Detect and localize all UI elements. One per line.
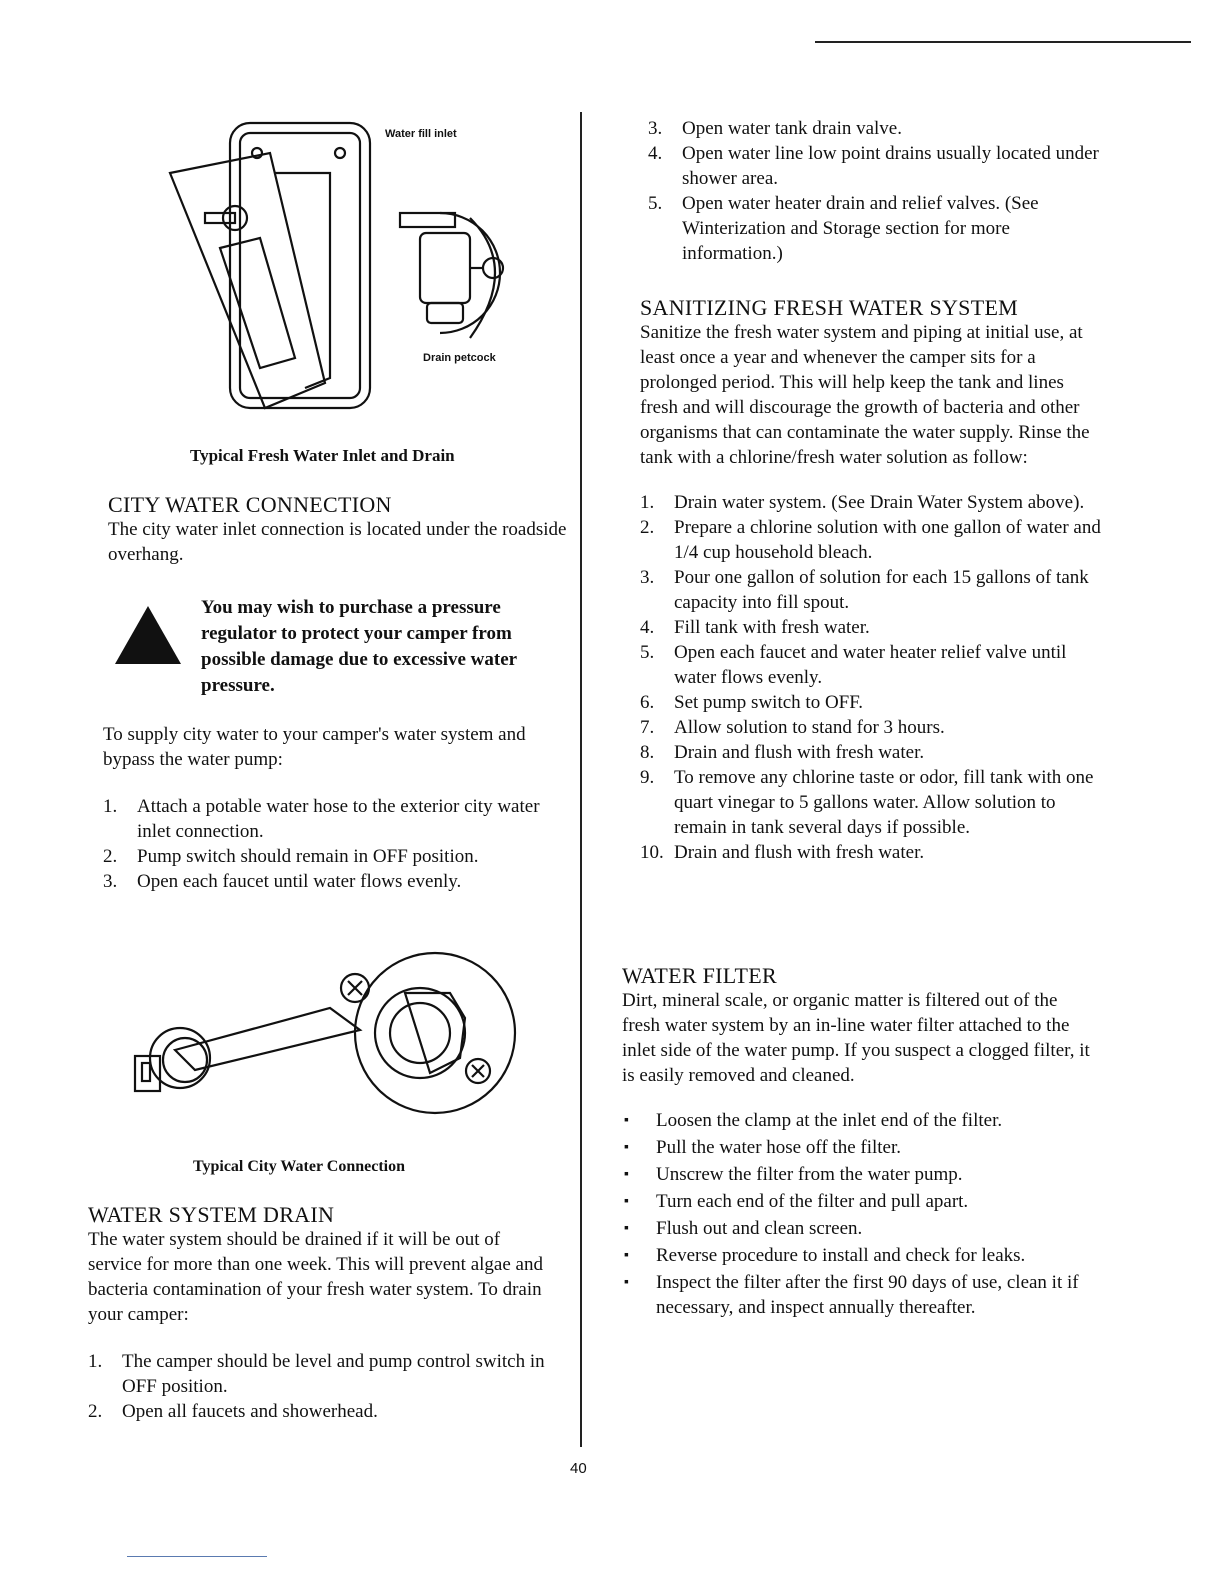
paragraph: The city water inlet connection is located under the roadside overhang. bbox=[108, 519, 567, 565]
bottom-rule bbox=[127, 1556, 267, 1557]
bullet-text: Turn each end of the filter and pull apart. bbox=[656, 1191, 969, 1212]
bullet-text: Reverse procedure to install and check for leaks. bbox=[656, 1245, 1026, 1266]
list-item bbox=[640, 715, 1106, 740]
list-number: 2. bbox=[88, 1401, 103, 1422]
list-item bbox=[640, 490, 1106, 515]
list-item bbox=[640, 615, 1106, 640]
bullet-text: Pull the water hose off the filter. bbox=[656, 1137, 902, 1158]
list-number: 2. bbox=[103, 846, 118, 867]
list-item bbox=[648, 191, 1110, 266]
city-water-steps bbox=[103, 722, 573, 894]
list-number: 3. bbox=[103, 871, 118, 892]
bullet-text: Flush out and clean screen. bbox=[656, 1218, 863, 1239]
bullet-icon: ▪ bbox=[624, 1221, 629, 1236]
list-number: 1. bbox=[103, 796, 118, 817]
list-text: Open water tank drain valve. bbox=[682, 118, 902, 139]
city-steps-list bbox=[103, 794, 573, 894]
section-heading: SANITIZING FRESH WATER SYSTEM bbox=[640, 295, 1019, 320]
list-item bbox=[640, 515, 1106, 565]
list-text: Fill tank with fresh water. bbox=[674, 617, 870, 638]
bullet-icon: ▪ bbox=[624, 1140, 629, 1155]
list-number: 10. bbox=[640, 842, 664, 863]
list-number: 5. bbox=[640, 642, 655, 663]
list-text: Attach a potable water hose to the exterior city water inlet connection. bbox=[137, 796, 540, 842]
paragraph: The water system should be drained if it will be out of service for more than one week. This will prevent algae and bacteria contamination of your fresh water system. To drain your camper: bbox=[88, 1229, 543, 1325]
list-number: 1. bbox=[88, 1351, 103, 1372]
list-number: 2. bbox=[640, 517, 655, 538]
list-number: 4. bbox=[648, 143, 663, 164]
list-number: 6. bbox=[640, 692, 655, 713]
bullet-item bbox=[622, 1216, 1092, 1241]
bullet-text: Loosen the clamp at the inlet end of the filter. bbox=[656, 1110, 1003, 1131]
list-item bbox=[88, 1399, 558, 1424]
list-number: 8. bbox=[640, 742, 655, 763]
bullet-icon: ▪ bbox=[624, 1113, 629, 1128]
bullet-icon: ▪ bbox=[624, 1248, 629, 1263]
filter-bullets-list bbox=[622, 1108, 1092, 1320]
list-text: Drain water system. (See Drain Water System above). bbox=[674, 492, 1085, 513]
list-item bbox=[640, 690, 1106, 715]
drain-steps-list-continued bbox=[648, 116, 1110, 266]
list-item bbox=[648, 116, 1110, 141]
list-text: Pump switch should remain in OFF position. bbox=[137, 846, 479, 867]
list-item bbox=[88, 1349, 558, 1399]
bullet-item bbox=[622, 1270, 1092, 1320]
paragraph: Dirt, mineral scale, or organic matter is filtered out of the fresh water system by an in-line water filter attached to the inlet side of the water pump. If you suspect a clogged filter, it is easily removed and cleaned. bbox=[622, 990, 1090, 1086]
sanitize-section bbox=[640, 295, 1106, 865]
list-number: 3. bbox=[640, 567, 655, 588]
bullet-icon: ▪ bbox=[624, 1194, 629, 1209]
list-item bbox=[640, 740, 1106, 765]
paragraph: To supply city water to your camper's water system and bypass the water pump: bbox=[103, 724, 526, 770]
bullet-item bbox=[622, 1135, 1092, 1160]
drain-section bbox=[88, 1202, 558, 1424]
city-water-connection-illustration bbox=[130, 938, 530, 1118]
bullet-text: Unscrew the filter from the water pump. bbox=[656, 1164, 963, 1185]
drain-section-continued bbox=[648, 116, 1110, 266]
list-item bbox=[103, 794, 573, 844]
drain-petcock-label: Drain petcock bbox=[423, 352, 496, 364]
list-item bbox=[103, 844, 573, 869]
list-text: Open each faucet until water flows evenly. bbox=[137, 871, 462, 892]
list-item bbox=[640, 840, 1106, 865]
list-number: 4. bbox=[640, 617, 655, 638]
list-number: 1. bbox=[640, 492, 655, 513]
list-item bbox=[103, 869, 573, 894]
list-number: 9. bbox=[640, 767, 655, 788]
top-rule bbox=[815, 41, 1191, 43]
bullet-item bbox=[622, 1162, 1092, 1187]
list-number: 7. bbox=[640, 717, 655, 738]
list-text: The camper should be level and pump control switch in OFF position. bbox=[122, 1351, 545, 1397]
paragraph: Sanitize the fresh water system and piping at initial use, at least once a year and whenever the camper sits for a prolonged period. This will help keep the tank and lines fresh and will discourage the growth of bacteria and other organisms that can contaminate the water supply. Rinse the tank with a chlorine/fresh water solution as follow: bbox=[640, 322, 1090, 468]
page-number: 40 bbox=[570, 1460, 587, 1477]
list-text: Pour one gallon of solution for each 15 gallons of tank capacity into fill spout. bbox=[674, 567, 1089, 613]
section-heading: WATER SYSTEM DRAIN bbox=[88, 1202, 335, 1227]
bullet-icon: ▪ bbox=[624, 1275, 629, 1290]
filter-section bbox=[622, 963, 1092, 1322]
fresh-water-inlet-illustration bbox=[165, 118, 535, 418]
warning-text: You may wish to purchase a pressure regulator to protect your camper from possible damage due to excessive water pressure. bbox=[201, 597, 517, 696]
list-text: To remove any chlorine taste or odor, fill tank with one quart vinegar to 5 gallons water. Allow solution to remain in tank several days if possible. bbox=[674, 767, 1094, 838]
list-item bbox=[640, 565, 1106, 615]
list-number: 3. bbox=[648, 118, 663, 139]
water-fill-inlet-label: Water fill inlet bbox=[385, 128, 457, 140]
list-text: Open each faucet and water heater relief valve until water flows evenly. bbox=[674, 642, 1067, 688]
figure-caption-inlet: Typical Fresh Water Inlet and Drain bbox=[190, 446, 455, 465]
column-divider bbox=[580, 112, 582, 1447]
sanitize-steps-list bbox=[640, 490, 1106, 865]
list-text: Allow solution to stand for 3 hours. bbox=[674, 717, 945, 738]
section-heading: WATER FILTER bbox=[622, 963, 777, 988]
warning-triangle-icon bbox=[113, 604, 183, 666]
bullet-item bbox=[622, 1108, 1092, 1133]
section-heading: CITY WATER CONNECTION bbox=[108, 492, 392, 517]
list-number: 5. bbox=[648, 193, 663, 214]
list-text: Prepare a chlorine solution with one gallon of water and 1/4 cup household bleach. bbox=[674, 517, 1101, 563]
bullet-icon: ▪ bbox=[624, 1167, 629, 1182]
list-item bbox=[640, 640, 1106, 690]
bullet-text: Inspect the filter after the first 90 days of use, clean it if necessary, and inspect annually thereafter. bbox=[656, 1272, 1079, 1318]
list-text: Open water heater drain and relief valves. (See Winterization and Storage section for more information.) bbox=[682, 193, 1039, 264]
list-text: Drain and flush with fresh water. bbox=[674, 842, 925, 863]
list-text: Set pump switch to OFF. bbox=[674, 692, 864, 713]
list-text: Open water line low point drains usually located under shower area. bbox=[682, 143, 1099, 189]
bullet-item bbox=[622, 1189, 1092, 1214]
drain-steps-list bbox=[88, 1349, 558, 1424]
list-item bbox=[648, 141, 1110, 191]
list-text: Drain and flush with fresh water. bbox=[674, 742, 925, 763]
bullet-item bbox=[622, 1243, 1092, 1268]
list-text: Open all faucets and showerhead. bbox=[122, 1401, 378, 1422]
figure-caption-city-water: Typical City Water Connection bbox=[193, 1158, 405, 1175]
list-item bbox=[640, 765, 1106, 840]
city-water-section bbox=[108, 492, 576, 567]
